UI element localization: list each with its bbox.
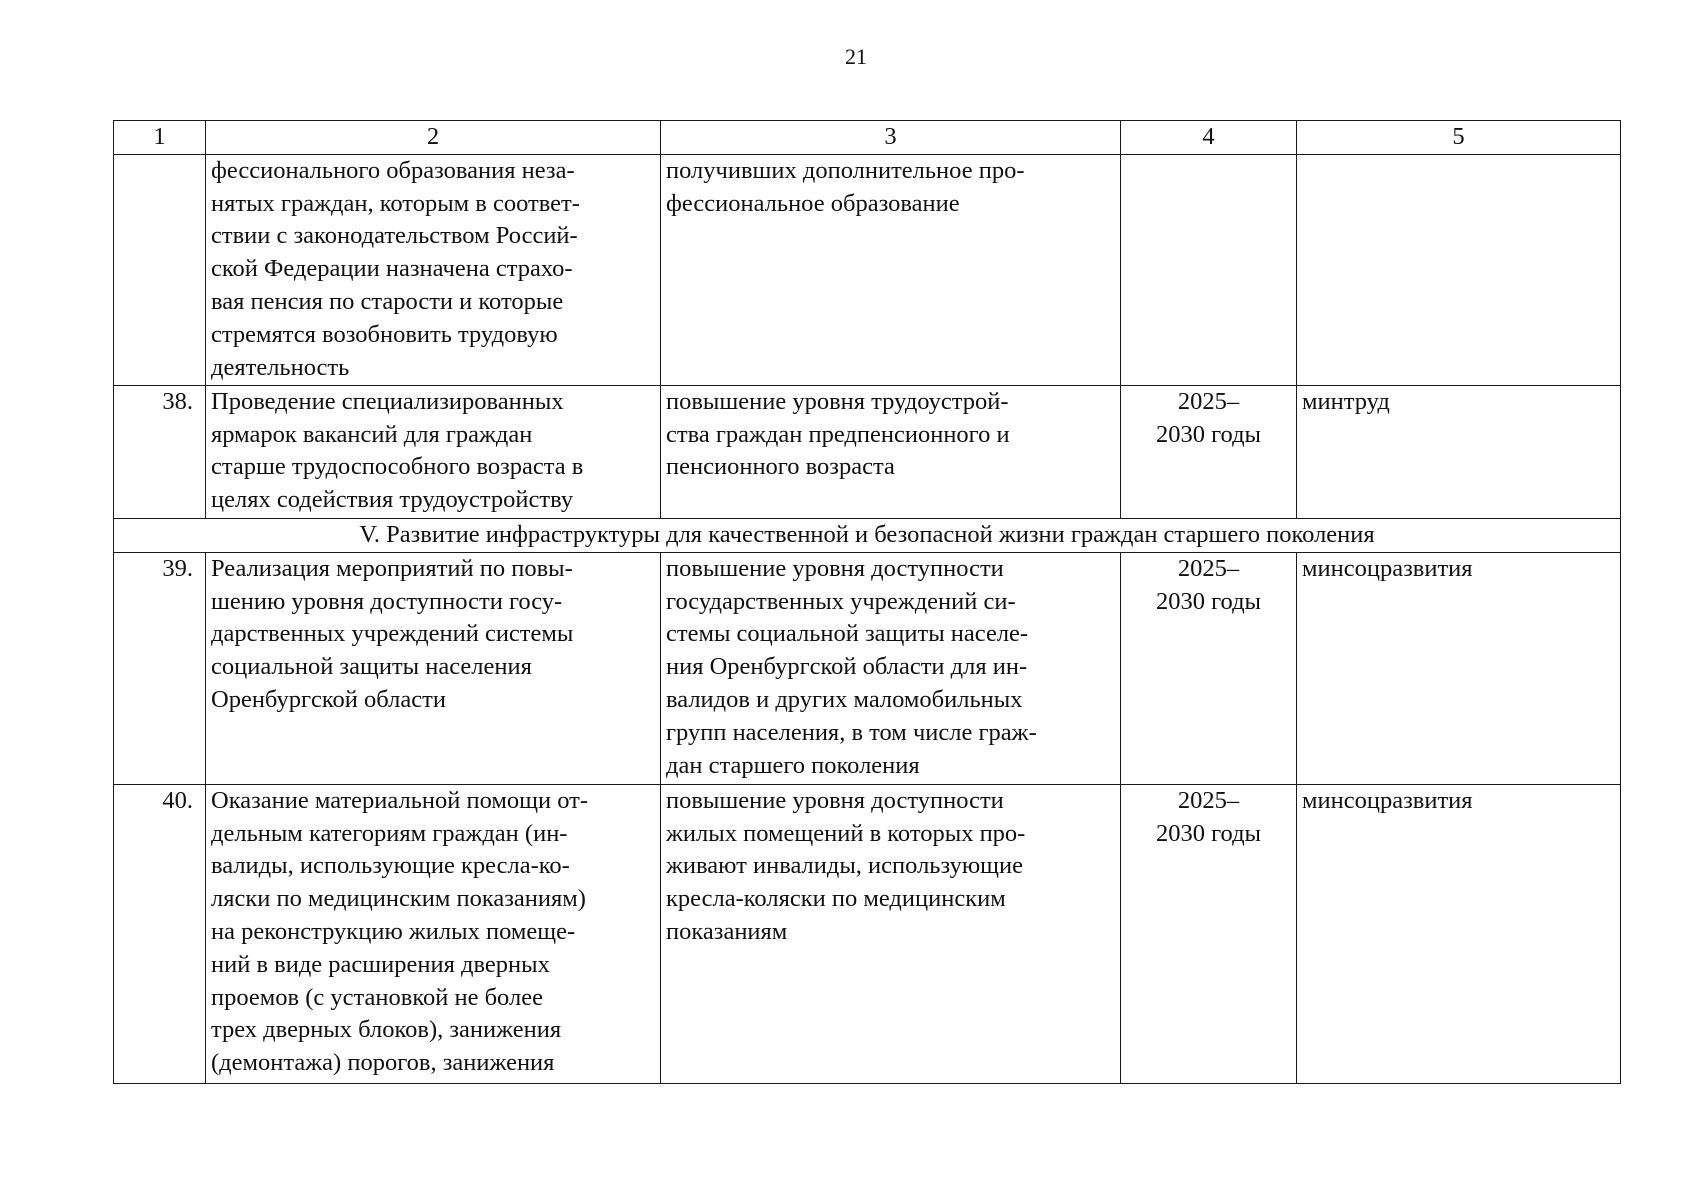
- term-text: 2025– 2030 годы: [1155, 387, 1262, 448]
- executor-cell: [1297, 385, 1621, 518]
- result-text: повышение уровня доступности государственных учреждений си- стемы социальной защиты населе- ния Оренбургской области для ин- валидов и других маломобильных групп населения, в том числе граж- дан старшего поколения: [666, 554, 1037, 779]
- executor-text: минсоцразвития: [1302, 786, 1473, 814]
- event-cell: [206, 154, 661, 385]
- table-row-continuation: [114, 154, 1621, 385]
- executor-cell: [1297, 552, 1621, 784]
- term-cell: [1121, 385, 1297, 518]
- event-text: Реализация мероприятий по повы- шению уровня доступности госу- дарственных учреждений системы социальной защиты населения Оренбургской области: [211, 554, 574, 713]
- executor-text: минтруд: [1302, 387, 1390, 415]
- header-cell-col-4: 4: [1121, 121, 1297, 155]
- event-cell: [206, 385, 661, 518]
- event-text: Проведение специализированных ярмарок вакансий для граждан старше трудоспособного возраста в целях содействия трудоустройству: [211, 387, 584, 514]
- result-cell: [661, 784, 1121, 1083]
- section-header-row: [114, 518, 1621, 552]
- term-text: 2025– 2030 годы: [1155, 786, 1262, 847]
- table-row-40: [114, 784, 1621, 1083]
- result-cell: [661, 552, 1121, 784]
- executor-cell: [1297, 784, 1621, 1083]
- page-number: 21: [845, 44, 867, 69]
- row-number-cell: [114, 154, 206, 385]
- result-cell: [661, 385, 1121, 518]
- row-number-cell: 38.: [114, 385, 206, 518]
- table-row-39: [114, 552, 1621, 784]
- event-text: фессионального образования неза- нятых граждан, которым в соответ- ствии с законодательством Россий- ской Федерации назначена страхо- вая пенсия по старости и которые стремятся возобновить трудовую деятельность: [211, 156, 580, 381]
- header-cell-col-3: 3: [661, 121, 1121, 155]
- term-text: 2025– 2030 годы: [1155, 554, 1262, 615]
- event-text: Оказание материальной помощи от- дельным категориям граждан (ин- валиды, использующие кресла-ко- ляски по медицинским показаниям) на реконструкцию жилых помеще- ний в виде расширения дверных проемов (с установкой не более трех дверных блоков), занижения (демонтажа) порогов, занижения: [211, 786, 589, 1077]
- header-cell-col-5: 5: [1297, 121, 1621, 155]
- event-cell: [206, 784, 661, 1083]
- executor-cell: [1297, 154, 1621, 385]
- term-cell: [1121, 154, 1297, 385]
- result-text: повышение уровня трудоустрой- ства граждан предпенсионного и пенсионного возраста: [666, 387, 1010, 481]
- term-cell: [1121, 552, 1297, 784]
- event-cell: [206, 552, 661, 784]
- measures-table: [113, 120, 1621, 1084]
- table-header-row: [114, 121, 1621, 155]
- term-cell: [1121, 784, 1297, 1083]
- header-cell-col-2: 2: [206, 121, 661, 155]
- table-row-38: [114, 385, 1621, 518]
- result-text: получивших дополнительное про- фессиональное образование: [666, 156, 1025, 217]
- executor-text: минсоцразвития: [1302, 554, 1473, 582]
- result-cell: [661, 154, 1121, 385]
- row-number-cell: 40.: [114, 784, 206, 1083]
- section-title: V. Развитие инфраструктуры для качественной и безопасной жизни граждан старшего поколения: [114, 518, 1621, 552]
- header-cell-col-1: 1: [114, 121, 206, 155]
- result-text: повышение уровня доступности жилых помещений в которых про- живают инвалиды, использующие кресла-коляски по медицинским показаниям: [666, 786, 1026, 945]
- row-number-cell: 39.: [114, 552, 206, 784]
